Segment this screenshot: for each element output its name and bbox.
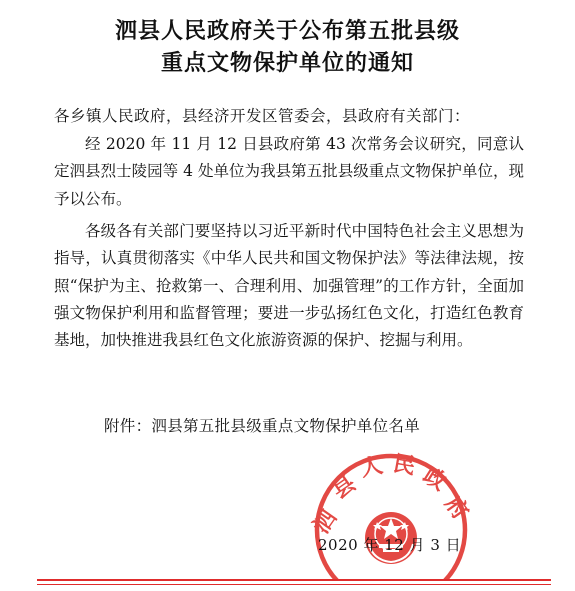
salutation: 各乡镇人民政府，县经济开发区管委会，县政府有关部门： [54,107,471,125]
issue-date: 2020 年 12 月 3 日 [318,536,462,554]
document-title-line-1: 泗县人民政府关于公布第五批县级 [114,18,460,44]
official-seal-stamp [303,438,473,580]
svg-text:县: 县 [328,471,361,505]
paragraph-requirements: 各级各有关部门要坚持以习近平新时代中国特色社会主义思想为指导，认真贯彻落实《中华人民共和国文物保护法》等法律法规，按照“保护为主、抢救第一、合理利用、加强管理”的工作方针，全面加强文物保护利用和监督管理；要进一步弘扬红色文化，打造红色教育基地，加快推进我县红色文化旅游资源的保护、挖掘与利用。 [54,222,524,350]
footer-rule-thick [37,579,551,581]
attachment-line: 附件：泗县第五批县级重点文物保护单位名单 [104,417,421,435]
svg-text:府: 府 [439,492,473,525]
svg-text:政: 政 [418,463,451,496]
footer-rule-thin [37,584,551,585]
svg-text:民: 民 [391,451,418,480]
paragraph-decision: 经 2020 年 11 月 12 日县政府第 43 次常务会议研究，同意认定泗县烈士陵园等 4 处单位为我县第五批县级重点文物保护单位，现予以公布。 [54,135,524,208]
svg-text:泗: 泗 [309,506,343,539]
document-title-line-2: 重点文物保护单位的通知 [160,50,414,76]
svg-text:人: 人 [358,453,386,483]
